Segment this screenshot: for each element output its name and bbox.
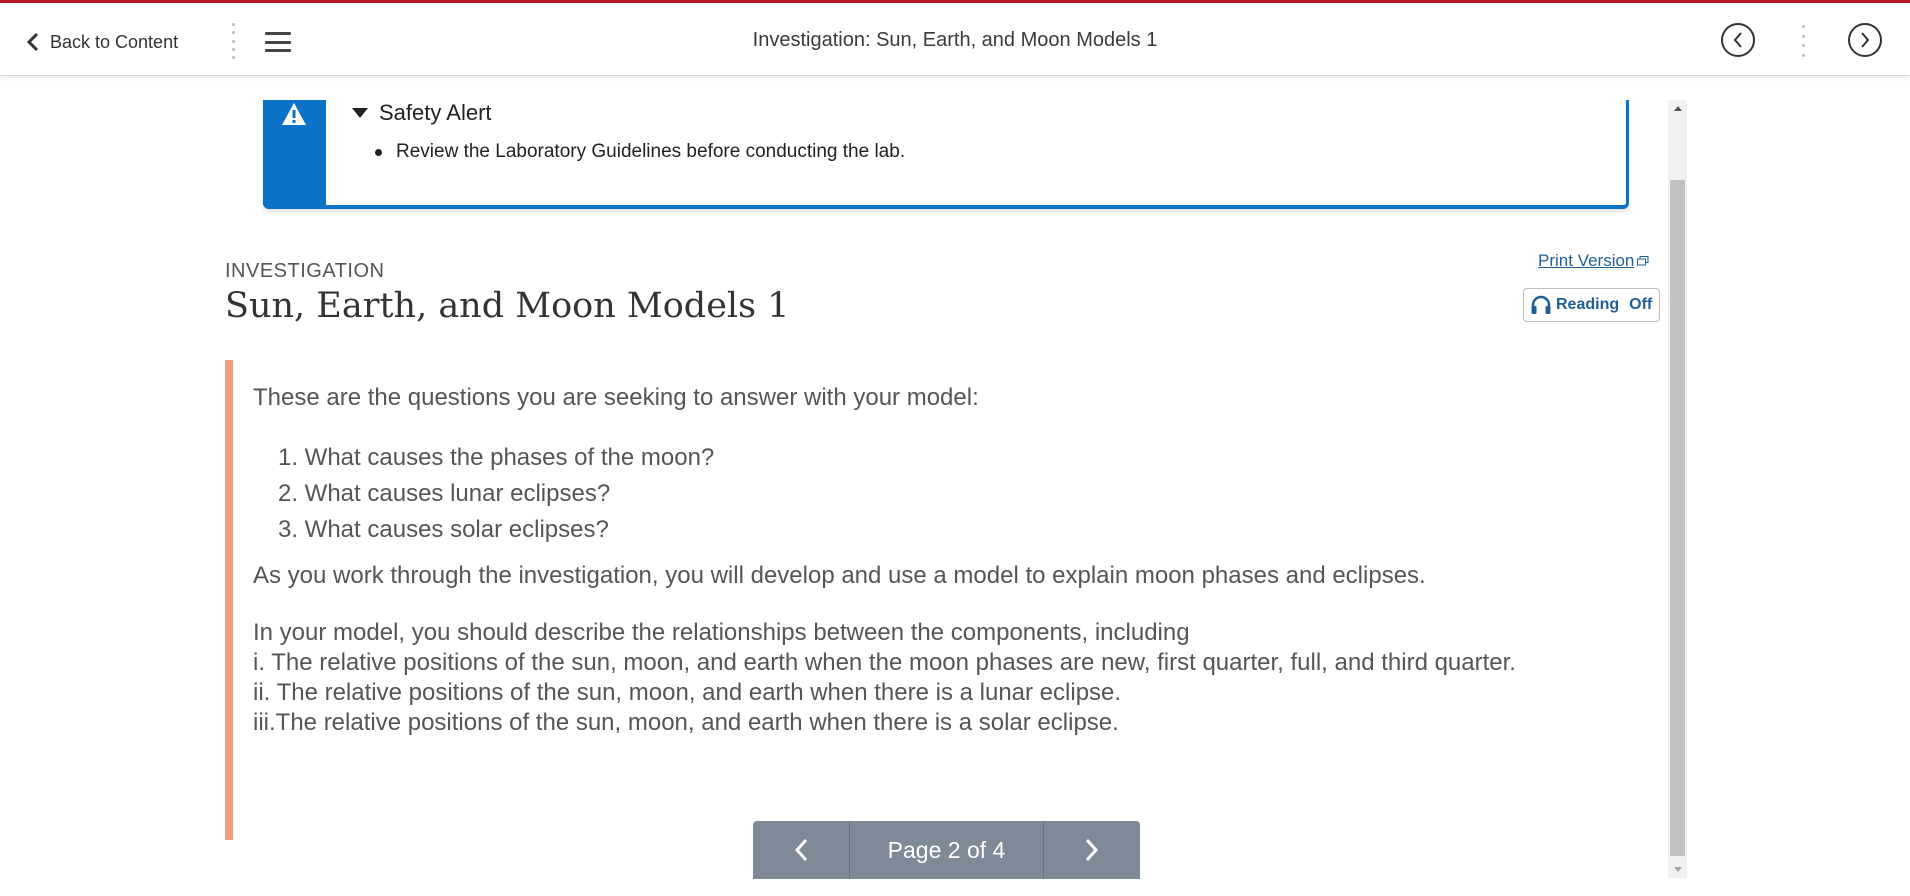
next-button[interactable] [1848, 23, 1882, 57]
scrollbar[interactable] [1668, 100, 1687, 878]
model-intro: In your model, you should describe the relationships between the components, including [253, 619, 1190, 646]
headphones-icon [1530, 295, 1552, 315]
guiding-questions-box [225, 360, 1563, 840]
chevron-left-icon [26, 32, 40, 52]
previous-button[interactable] [1721, 23, 1755, 57]
menu-icon[interactable] [265, 32, 291, 52]
list-item: 1. What causes the phases of the moon? [278, 444, 715, 471]
list-item: iii.The relative positions of the sun, moon, and earth when there is a solar eclipse. [253, 709, 1119, 736]
reading-state: Off [1629, 296, 1653, 313]
print-version-label: Print Version [1538, 251, 1635, 270]
page-indicator: Page 2 of 4 [849, 821, 1044, 879]
scrollbar-thumb[interactable] [1670, 180, 1685, 856]
previous-page-button[interactable] [753, 821, 849, 879]
print-version-link[interactable] [1538, 251, 1649, 271]
list-item: ii. The relative positions of the sun, moon, and earth when there is a lunar eclipse. [253, 679, 1122, 706]
list-item: 2. What causes lunar eclipses? [278, 480, 611, 507]
page-title: Investigation: Sun, Earth, and Moon Models 1 [752, 29, 1158, 51]
content-area [0, 76, 1910, 896]
back-to-content-button[interactable] [26, 27, 178, 57]
questions-intro: These are the questions you are seeking to answer with your model: [253, 384, 979, 411]
list-item [375, 141, 905, 163]
safety-item-text: Review the Laboratory Guidelines before conducting the lab. [396, 141, 906, 162]
investigation-title: Sun, Earth, and Moon Models 1 [225, 286, 790, 326]
safety-alert-toggle[interactable] [351, 100, 492, 126]
bullet-icon [375, 149, 382, 156]
back-to-content-label: Back to Content [50, 31, 179, 52]
safety-alert-box [263, 100, 1629, 209]
caret-down-icon [1674, 867, 1682, 872]
more-options-icon[interactable] [1800, 25, 1806, 57]
page-navigator [753, 821, 1140, 879]
next-page-button[interactable] [1044, 821, 1140, 879]
list-item: 3. What causes solar eclipses? [278, 516, 609, 543]
questions-list [278, 440, 714, 548]
safety-alert-label: Safety Alert [379, 100, 492, 125]
top-bar [0, 3, 1910, 76]
external-window-icon [1637, 256, 1649, 266]
scroll-up-button[interactable] [1668, 100, 1687, 117]
chevron-left-icon [1732, 32, 1744, 48]
caret-up-icon [1674, 106, 1682, 111]
reading-label: Reading [1556, 296, 1620, 313]
chevron-left-icon [794, 838, 808, 862]
model-requirements [253, 618, 1516, 738]
caret-down-icon [351, 107, 369, 119]
alert-stripe [263, 100, 326, 205]
divider-dots [230, 23, 236, 59]
reading-toggle-button[interactable] [1523, 288, 1660, 322]
scroll-down-button[interactable] [1668, 861, 1687, 878]
section-label: INVESTIGATION [225, 260, 385, 282]
investigation-paragraph: As you work through the investigation, you will develop and use a model to explain moon phases and eclipses. [253, 562, 1426, 589]
chevron-right-icon [1085, 838, 1099, 862]
list-item: i. The relative positions of the sun, moon, and earth when the moon phases are new, first quarter, full, and third quarter. [253, 649, 1516, 676]
chevron-right-icon [1859, 32, 1871, 48]
warning-icon [281, 102, 307, 126]
